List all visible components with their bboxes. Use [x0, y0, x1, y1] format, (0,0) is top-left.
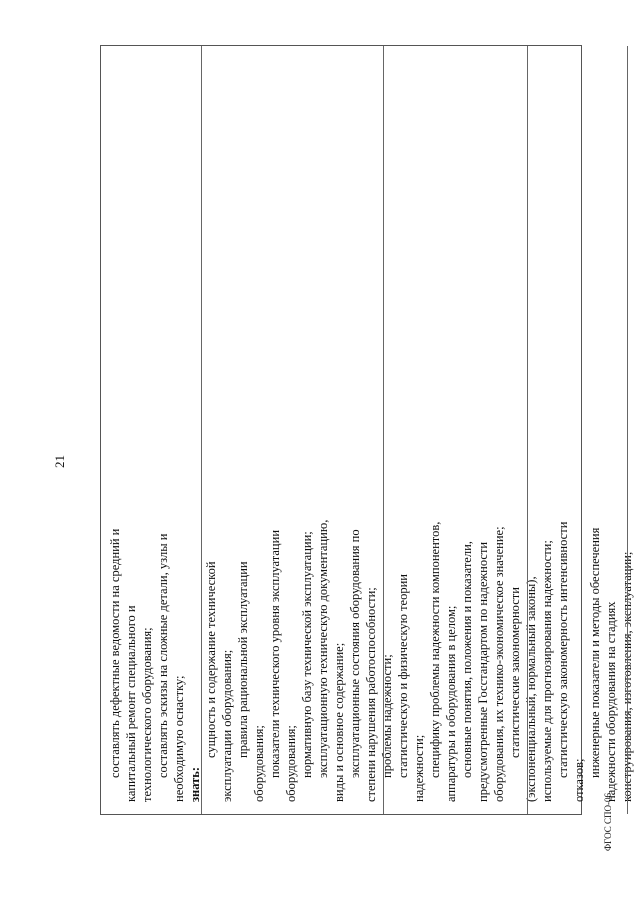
text-line: специфику проблемы надежности компонентов, [428, 521, 442, 778]
text-line: аппаратуры и оборудования в целом; [444, 605, 458, 802]
text-line: (экспоненциальный, нормальный законы), [524, 576, 538, 802]
text-line: отказов; [572, 758, 586, 802]
table-row [201, 46, 384, 814]
text-line: правила рациональной эксплуатации [236, 561, 250, 758]
table-row [627, 46, 640, 814]
text-line: сущность и содержание технической [204, 561, 218, 758]
text-line: технологического оборудования; [140, 627, 154, 802]
text-line: эксплуатационную техническую документацию, [316, 519, 330, 778]
text-line: предусмотренные Госстандартом по надежности [476, 541, 490, 802]
text-line: проблемы надежности; [380, 654, 394, 778]
footer-code: ФГОС СПО-06 [603, 793, 613, 851]
table-row [383, 46, 528, 814]
table-row [101, 46, 634, 814]
text-line: необходимую оснастку; [172, 675, 186, 802]
text-line: надежности оборудования на стадиях [604, 601, 618, 802]
text-line: надежности; [412, 734, 426, 802]
text-line: нормативную базу технической эксплуатации; [300, 531, 314, 778]
text-line: статистическую и физическую теории [396, 574, 410, 778]
competency-table [100, 45, 634, 815]
page-number: 21 [52, 455, 67, 468]
text-line: статистические закономерности [508, 587, 522, 758]
text-line: капитальный ремонт специального и [124, 605, 138, 802]
text-line: степени нарушения работоспособности; [364, 587, 378, 802]
text-line: эксплуатации оборудования; [220, 649, 234, 802]
text-line: составлять дефектные ведомости на средний и [108, 528, 122, 778]
text-line: статистическую закономерность интенсивности [556, 521, 570, 778]
text-line: оборудования; [284, 725, 298, 802]
text-line: инженерные показатели и методы обеспечения [588, 527, 602, 778]
text-line: конструирования, изготовления, эксплуатации; [620, 551, 634, 802]
text-line: показатели технического уровня эксплуатации [268, 529, 282, 778]
text-line: основные понятия, положения и показатели, [460, 541, 474, 778]
text-line: оборудования, их технико-экономическое значение; [492, 526, 506, 802]
text-line: используемые для прогнозирования надежности; [540, 540, 554, 802]
text-line: виды и основное содержание; [332, 642, 346, 802]
text-line: оборудования; [252, 725, 266, 802]
table-row [527, 46, 628, 814]
text-line: знать: [188, 766, 202, 802]
text-line: эксплуатационные состояния оборудования по [348, 529, 362, 778]
text-line: составлять эскизы на сложные детали, узлы и [156, 533, 170, 778]
table-cell [101, 46, 634, 814]
